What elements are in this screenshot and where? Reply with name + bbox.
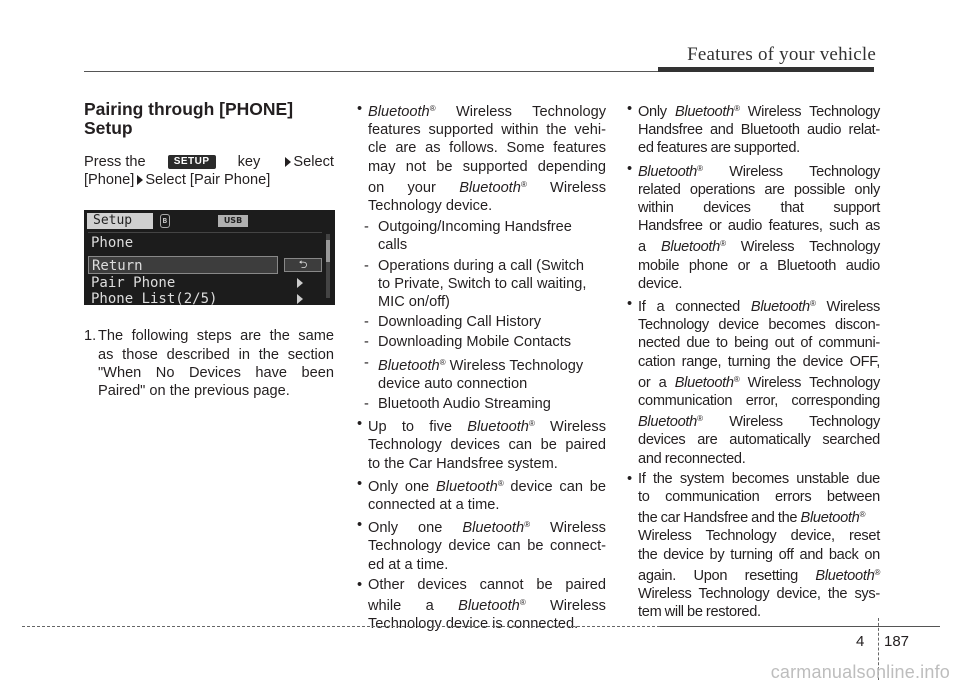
- bt-word: Bluetooth: [674, 104, 734, 120]
- text: while a: [368, 598, 434, 615]
- reg-mark: ®: [528, 419, 535, 429]
- text: Technology devices can be paired: [368, 437, 606, 454]
- text: on your: [368, 179, 436, 196]
- step-line: as those described in the section: [98, 346, 334, 363]
- text: Only: [638, 104, 667, 120]
- triangle-arrow-icon: [137, 175, 143, 185]
- reg-mark: ®: [497, 478, 504, 488]
- text: • Other devices cannot be paired: [368, 576, 606, 593]
- text: within devices that support: [638, 200, 880, 217]
- reg-mark: ®: [524, 520, 530, 530]
- bt-word: Bluetooth: [436, 478, 498, 495]
- instruction-press: Press the: [84, 154, 146, 170]
- text: Wireless: [550, 598, 606, 615]
- reg-mark: ®: [719, 239, 726, 249]
- text: or a: [638, 374, 667, 391]
- text: Wireless Technology: [747, 374, 880, 391]
- text: Handsfree or audio features, such as: [638, 218, 880, 235]
- text: Wireless: [550, 520, 606, 537]
- step-line: The following steps are the same: [98, 328, 334, 345]
- column-middle: [356, 100, 606, 635]
- bullet-unstable: [626, 470, 880, 622]
- text: cle are as follows. Some features: [368, 140, 606, 157]
- footer-rule-solid: [660, 626, 940, 627]
- instruction-select-group: [282, 153, 334, 171]
- chevron-right-icon: [297, 278, 303, 288]
- text: device can be: [510, 478, 607, 495]
- text: communication error, corresponding: [638, 393, 880, 410]
- watermark: carmanualsonline.info: [770, 662, 950, 682]
- text: Only one: [368, 520, 443, 537]
- bt-word: Bluetooth: [462, 520, 525, 537]
- text: Wireless: [550, 179, 606, 196]
- bullet-disconnected: [626, 295, 880, 468]
- bt-word: Bluetooth: [800, 510, 860, 527]
- text: device auto connection: [378, 375, 528, 392]
- instruction-line2: [84, 171, 334, 189]
- text: Handsfree and Bluetooth audio relat-: [638, 122, 880, 139]
- bullet-only-handsfree: [626, 100, 880, 158]
- text: Technology device is connected.: [368, 616, 579, 633]
- reg-mark: ®: [696, 163, 703, 173]
- reg-mark: ®: [859, 510, 866, 520]
- text: Up to five: [368, 419, 452, 436]
- bt-word: Bluetooth: [459, 179, 521, 196]
- text: a: [638, 239, 646, 256]
- text: • If the system becomes unstable due: [638, 470, 880, 487]
- text: ed at a time.: [368, 556, 449, 573]
- text: to communication errors between: [638, 489, 880, 506]
- screen-row-phone: Phone: [91, 235, 134, 252]
- bullet-other-devices: [356, 576, 606, 634]
- bluetooth-icon: ʙ: [160, 214, 170, 228]
- instruction-select: Select: [293, 154, 334, 170]
- usb-icon: USB: [218, 215, 248, 227]
- bt-word: Bluetooth: [638, 163, 697, 180]
- bullet-related-operations: [626, 160, 880, 293]
- text: again. Upon resetting: [638, 567, 798, 584]
- bt-word: Bluetooth: [815, 567, 875, 584]
- text: Wireless Technology: [729, 414, 880, 431]
- reg-mark: ®: [439, 357, 446, 367]
- reg-mark: ®: [696, 414, 703, 424]
- text: features supported within the vehi-: [368, 122, 606, 139]
- text: - Outgoing/Incoming Handsfree: [378, 219, 572, 236]
- reg-mark: ®: [519, 598, 526, 608]
- chapter-number: 4: [856, 633, 865, 650]
- screen-tab-setup: Setup: [87, 213, 153, 229]
- bullet-only-one: [356, 475, 606, 514]
- text: Wireless Technology: [456, 104, 606, 120]
- sub-item: [356, 333, 606, 351]
- bt-word: Bluetooth: [750, 299, 810, 316]
- text: Wireless Technology device, reset: [638, 528, 880, 545]
- bullet-only-one-device: [356, 516, 606, 574]
- text: Technology device can be connect-: [368, 538, 606, 555]
- bt-word: Bluetooth: [378, 357, 440, 374]
- text: Wireless Technology: [729, 163, 880, 180]
- chevron-right-icon: [297, 294, 303, 304]
- reg-mark: ®: [733, 104, 740, 113]
- text: related operations are possible only: [638, 181, 880, 198]
- text: - Operations during a call (Switch: [378, 257, 585, 274]
- text: devices are automatically searched: [638, 432, 880, 449]
- text: may not be supported depending: [368, 158, 606, 175]
- bullet-features: [356, 100, 606, 215]
- sub-item: [356, 218, 606, 254]
- section-title-line2: Setup: [84, 118, 133, 138]
- bt-word: Bluetooth: [467, 419, 529, 436]
- text: Wireless Technology: [747, 104, 880, 120]
- bt-word: Bluetooth: [674, 374, 734, 391]
- text: If a connected: [638, 299, 740, 316]
- text: Wireless: [550, 419, 606, 436]
- text: Wireless: [826, 299, 881, 316]
- sub-item: [356, 313, 606, 331]
- text: to Private, Switch to call waiting,: [378, 275, 587, 292]
- bt-word: Bluetooth: [638, 414, 697, 431]
- setup-screen-image: [84, 210, 335, 305]
- reg-mark: ®: [733, 374, 740, 384]
- text: - Downloading Mobile Contacts: [378, 334, 572, 351]
- text: MIC on/off): [378, 294, 450, 311]
- text: cation range, turning the device OFF,: [638, 353, 880, 370]
- bt-word: Bluetooth: [368, 104, 430, 120]
- text: - Bluetooth Audio Streaming: [378, 396, 551, 413]
- screen-row-return: Return: [88, 256, 278, 274]
- sub-item: [356, 257, 606, 312]
- step-1: [84, 327, 334, 400]
- text: device.: [638, 275, 683, 292]
- screen-row-pair-phone: Pair Phone: [91, 275, 176, 292]
- column-left: [84, 100, 334, 400]
- reg-mark: ®: [809, 299, 816, 309]
- text: ed features are supported.: [638, 140, 800, 157]
- screen-row-phone-list: Phone List(2/5): [91, 291, 218, 306]
- text: Wireless Technology: [740, 239, 880, 256]
- sub-item: [356, 395, 606, 413]
- running-header: Features of your vehicle: [687, 44, 876, 65]
- page-number: 187: [884, 633, 910, 650]
- text: to the Car Handsfree system.: [368, 455, 558, 472]
- header-rule-accent: [658, 67, 874, 72]
- setup-key-icon: SETUP: [168, 155, 216, 169]
- text: the car Handsfree and the: [638, 510, 798, 527]
- text: tem will be restored.: [638, 604, 761, 621]
- reg-mark: ®: [429, 104, 436, 113]
- reg-mark: ®: [520, 179, 527, 189]
- section-title-line1: Pairing through [PHONE]: [84, 99, 294, 119]
- step-line: "When No Devices have been: [98, 364, 334, 381]
- bullet-up-to-five: [356, 415, 606, 473]
- reg-mark: ®: [874, 567, 880, 577]
- text: Technology device becomes discon-: [638, 317, 880, 334]
- text: the device by turning off and back on: [638, 546, 880, 563]
- screen-scrollbar-thumb: [326, 240, 330, 262]
- step-line: Paired" on the previous page.: [98, 383, 290, 400]
- text: Only one: [368, 478, 430, 495]
- sub-item: [356, 354, 606, 393]
- section-title: [84, 100, 334, 138]
- text: Wireless Technology: [449, 357, 584, 374]
- step-number: 1.: [84, 328, 97, 345]
- screen-divider: [88, 232, 322, 233]
- bt-word: Bluetooth: [458, 598, 520, 615]
- instruction-line1: [84, 153, 334, 171]
- text: and reconnected.: [638, 450, 746, 467]
- text: mobile phone or a Bluetooth audio: [638, 257, 880, 274]
- text: Technology device.: [368, 198, 493, 215]
- text: - Downloading Call History: [378, 314, 542, 331]
- text: connected at a time.: [368, 497, 500, 514]
- text: Wireless Technology device, the sys-: [638, 586, 880, 603]
- column-right: [626, 100, 880, 623]
- text: calls: [378, 237, 408, 254]
- instruction-phone: [Phone]: [84, 172, 135, 189]
- bt-word: Bluetooth: [660, 239, 720, 256]
- text: nected due to being out of communi-: [638, 335, 880, 352]
- triangle-arrow-icon: [285, 157, 291, 167]
- instruction-key: key: [237, 154, 261, 170]
- back-arrow-icon: ⮌: [284, 258, 322, 272]
- instruction-pair-phone: Select [Pair Phone]: [145, 172, 271, 189]
